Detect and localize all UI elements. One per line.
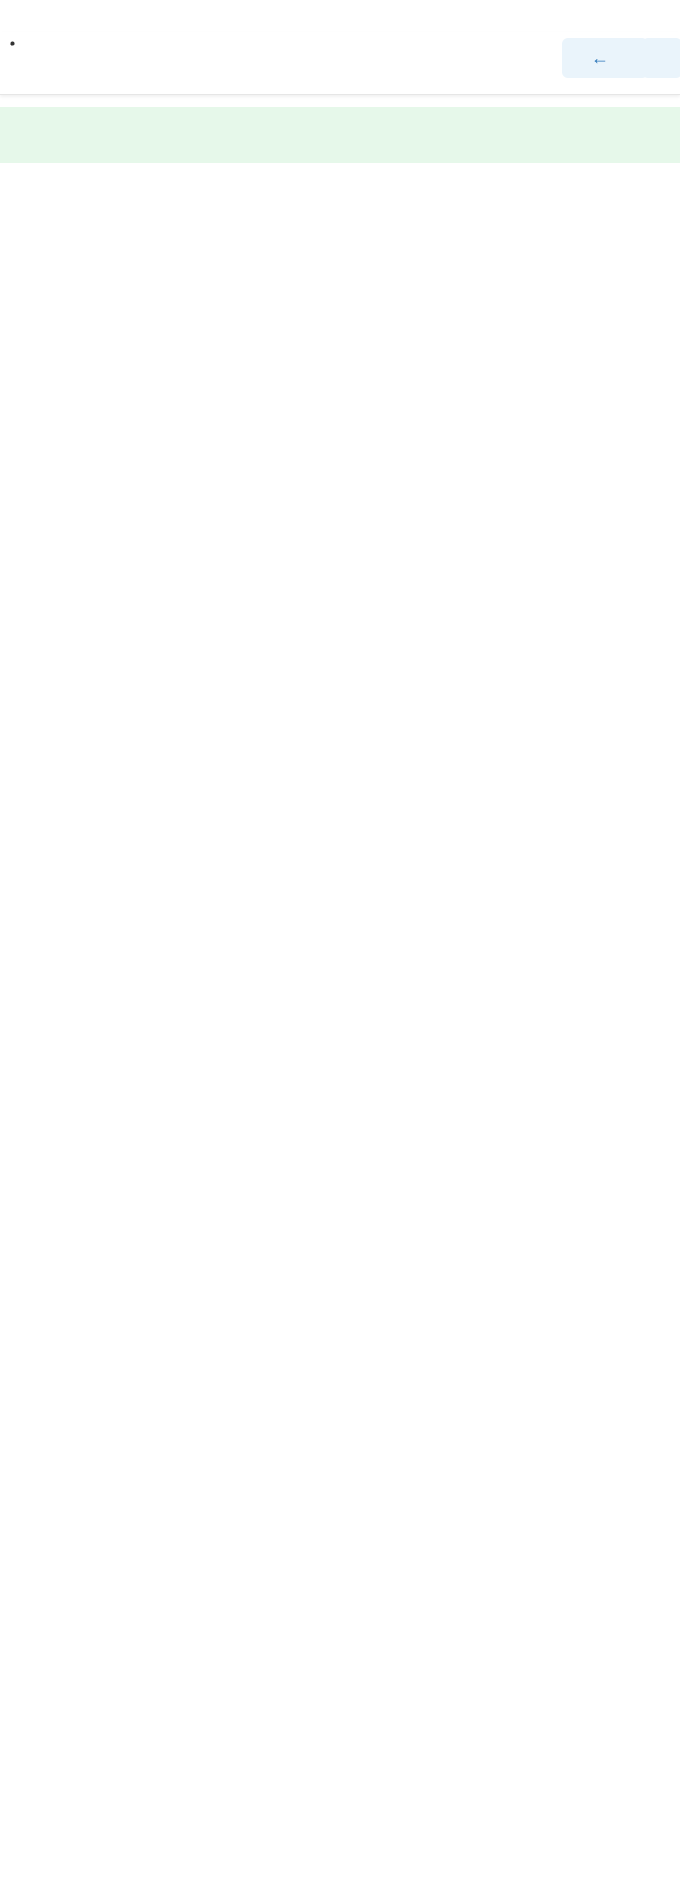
exercise-header (0, 32, 680, 95)
next-exercise-button[interactable] (642, 38, 680, 78)
answer-highlight (0, 107, 680, 163)
site-header (0, 0, 680, 22)
prev-exercise-button[interactable] (562, 38, 648, 78)
arrow-left-icon: ← (591, 48, 609, 68)
